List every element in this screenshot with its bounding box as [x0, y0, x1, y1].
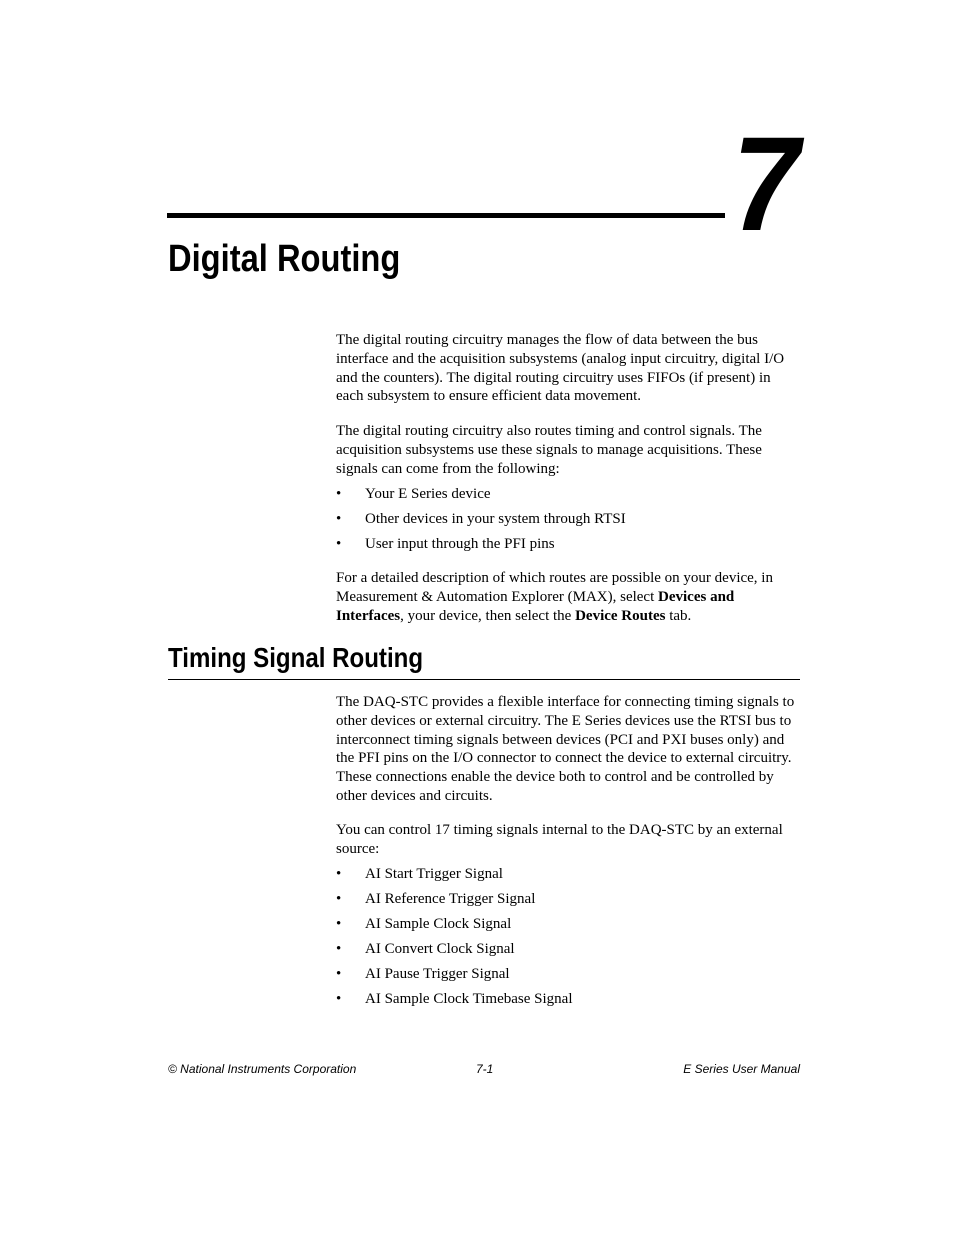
list-item — [336, 990, 573, 1015]
list-item-text: AI Sample Clock Signal — [365, 916, 512, 932]
tab-name-device-routes: Device Routes — [575, 607, 666, 624]
list-item — [336, 510, 626, 535]
bullet-marker: • — [336, 486, 342, 502]
footer-page-number: 7-1 — [476, 1062, 494, 1076]
list-item-text: AI Pause Trigger Signal — [365, 966, 510, 982]
bullet-marker: • — [336, 536, 342, 552]
bullet-marker: • — [336, 941, 342, 957]
list-item — [336, 485, 626, 510]
list-item — [336, 865, 573, 890]
intro-paragraph-2: The digital routing circuitry also routes timing and control signals. The acquisition subsystems use these signals to manage acquisitions. These signals can come from the following: — [336, 423, 762, 477]
intro-paragraph-3 — [336, 569, 800, 625]
list-item-text: AI Sample Clock Timebase Signal — [365, 991, 573, 1007]
list-item — [336, 890, 573, 915]
footer-copyright: © National Instruments Corporation — [168, 1062, 357, 1076]
text-run: For a detailed description of which routes are possible on your device, in Measurement & Automation Explorer (MAX), select — [336, 570, 773, 605]
bullet-marker: • — [336, 891, 342, 907]
list-item — [336, 535, 626, 560]
menu-path-devices-interfaces: Devices and Interfaces — [336, 588, 735, 624]
section-rule — [168, 679, 800, 680]
list-item-text: Your E Series device — [365, 486, 491, 502]
footer-manual-title: E Series User Manual — [683, 1062, 800, 1076]
list-item — [336, 965, 573, 990]
bullet-marker: • — [336, 511, 342, 527]
chapter-rule — [167, 213, 725, 218]
section-paragraph-2: You can control 17 timing signals internal to the DAQ-STC by an external source: — [336, 822, 783, 857]
timing-signals-list — [336, 865, 573, 1015]
list-item — [336, 940, 573, 965]
list-item-text: User input through the PFI pins — [365, 536, 555, 552]
section-paragraph-1: The DAQ-STC provides a flexible interface for connecting timing signals to other devices or external circuitry. The E Series devices use the RTSI bus to interconnect timing signals between devices (PCI and PXI buses only) and the PFI pins on the I/O connector to connect the device to external circuitry. These connections enable the device both to control and be controlled by other devices and circuits. — [336, 694, 795, 804]
intro-paragraph-1: The digital routing circuitry manages the flow of data between the bus interface and the acquisition subsystems (analog input circuitry, digital I/O and the counters). The digital routing circuitry uses FIFOs (if present) in each subsystem to ensure efficient data movement. — [336, 332, 785, 405]
list-item-text: AI Reference Trigger Signal — [365, 891, 536, 907]
section-title: Timing Signal Routing — [168, 642, 424, 673]
bullet-marker: • — [336, 991, 342, 1007]
bullet-marker: • — [336, 966, 342, 982]
text-run: tab. — [665, 607, 692, 624]
list-item-text: AI Start Trigger Signal — [365, 866, 503, 882]
list-item-text: AI Convert Clock Signal — [365, 941, 515, 957]
signal-sources-list — [336, 485, 626, 560]
chapter-number: 7 — [732, 110, 800, 259]
bullet-marker: • — [336, 866, 342, 882]
list-item-text: Other devices in your system through RTSI — [365, 511, 626, 527]
text-run: , your device, then select the — [400, 607, 576, 624]
bullet-marker: • — [336, 916, 342, 932]
chapter-title: Digital Routing — [168, 238, 401, 280]
list-item — [336, 915, 573, 940]
